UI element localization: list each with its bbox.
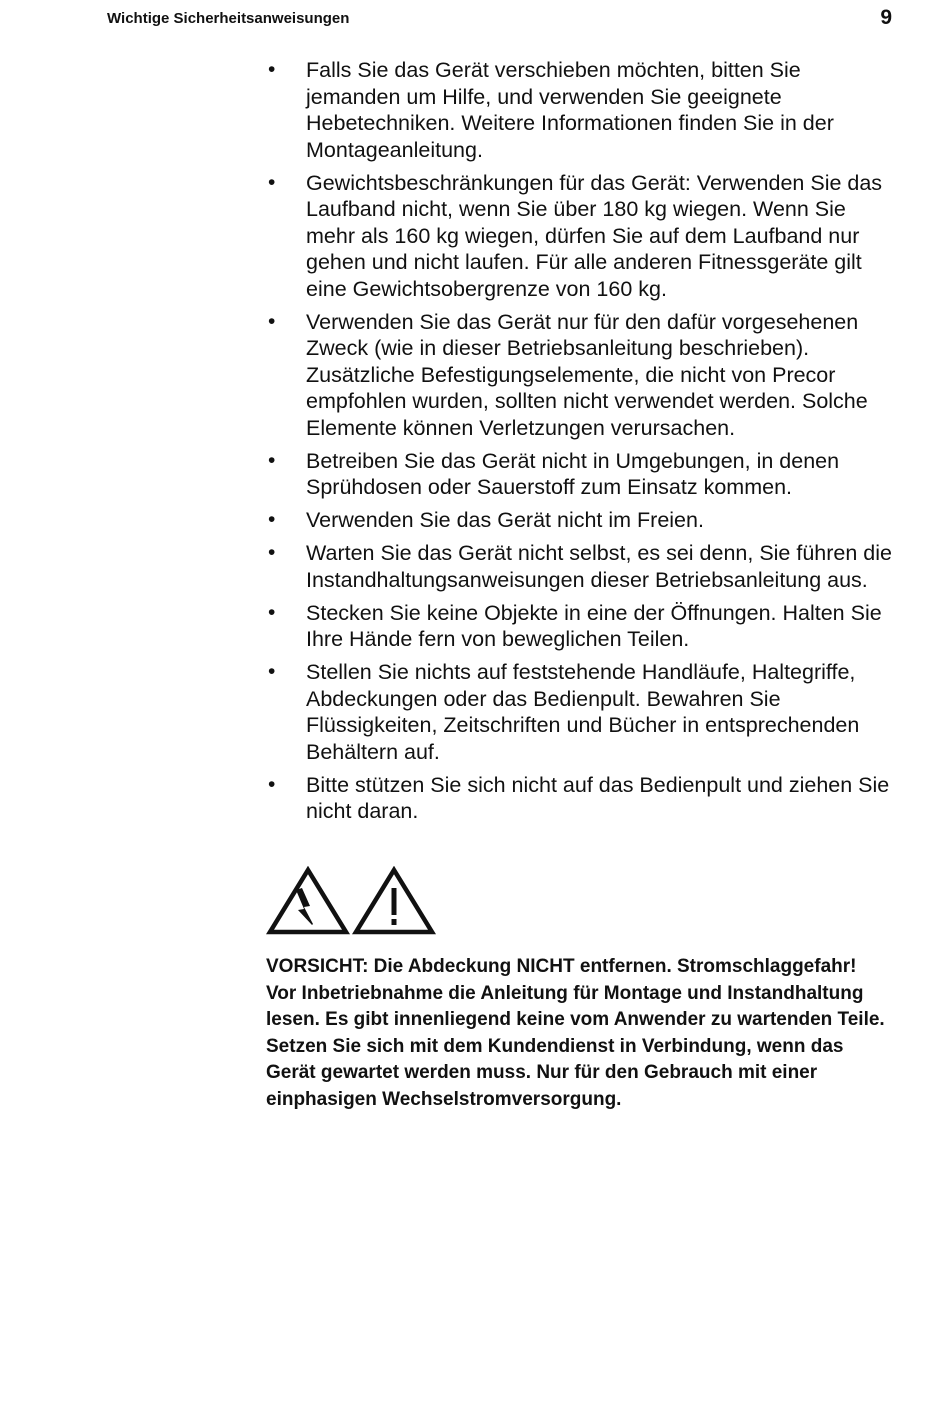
list-item-text: Gewichtsbeschränkungen für das Gerät: Verwenden Sie das Laufband nicht, wenn Sie über 180 kg wiegen. Wenn Sie mehr als 160 kg wiegen, dürfen Sie auf dem Laufband nur gehen und nicht laufen. Für alle anderen Fitnessgeräte gilt eine Gewichtsobergrenze von 160 kg. bbox=[306, 170, 883, 301]
bullet-icon: • bbox=[268, 541, 276, 564]
bullet-icon: • bbox=[268, 448, 276, 472]
list-item bbox=[266, 659, 896, 765]
list-item bbox=[266, 507, 896, 534]
list-item-text: Falls Sie das Gerät verschieben möchten, bitten Sie jemanden um Hilfe, und verwenden Sie geeignete Hebetechniken. Weitere Informationen finden Sie in der Montageanleitung. bbox=[306, 58, 834, 162]
list-item bbox=[266, 540, 896, 593]
bullet-icon: • bbox=[268, 600, 276, 624]
bullet-icon: • bbox=[268, 309, 276, 333]
bullet-icon: • bbox=[268, 772, 276, 796]
list-item bbox=[266, 309, 896, 442]
list-item-text: Stellen Sie nichts auf feststehende Handläufe, Haltegriffe, Abdeckungen oder das Bedienpult. Bewahren Sie Flüssigkeiten, Zeitschriften und Bücher in entsprechenden Behältern auf. bbox=[306, 660, 860, 764]
list-item-text: Verwenden Sie das Gerät nur für den dafür vorgesehenen Zweck (wie in dieser Betriebsanleitung beschrieben). Zusätzliche Befestigungselemente, die nicht von Precor empfohlen wurden, sollten nicht verwendet werden. Solche Elemente können Verletzungen verursachen. bbox=[306, 309, 868, 440]
caution-notice: VORSICHT: Die Abdeckung NICHT entfernen. Stromschlaggefahr! Vor Inbetriebnahme die Anleitung für Montage und Instandhaltung lesen. Es gibt innenliegend keine vom Anwender zu wartenden Teile. Setzen Sie sich mit dem Kundendienst in Verbindung, wenn das Gerät gewartet werden muss. Nur für den Gebrauch mit einer einphasigen Wechselstromversorgung. bbox=[266, 956, 885, 1110]
general-warning-icon bbox=[356, 870, 432, 932]
electric-shock-warning-icon bbox=[270, 870, 346, 932]
bullet-icon: • bbox=[268, 170, 276, 194]
list-item bbox=[266, 448, 896, 501]
bullet-icon: • bbox=[268, 58, 276, 81]
warning-icons bbox=[266, 866, 438, 936]
bullet-icon: • bbox=[268, 660, 276, 683]
section-title: Wichtige Sicherheitsanweisungen bbox=[107, 10, 350, 27]
list-item-text: Stecken Sie keine Objekte in eine der Öffnungen. Halten Sie Ihre Hände fern von beweglichen Teilen. bbox=[306, 600, 882, 651]
bullet-icon: • bbox=[268, 508, 276, 531]
list-item-text: Bitte stützen Sie sich nicht auf das Bedienpult und ziehen Sie nicht daran. bbox=[306, 772, 890, 823]
list-item-text: Betreiben Sie das Gerät nicht in Umgebungen, in denen Sprühdosen oder Sauerstoff zum Einsatz kommen. bbox=[306, 448, 840, 499]
list-item bbox=[266, 600, 896, 653]
page-number: 9 bbox=[880, 6, 892, 29]
list-item bbox=[266, 772, 896, 825]
list-item-text: Verwenden Sie das Gerät nicht im Freien. bbox=[306, 508, 704, 532]
list-item bbox=[266, 170, 896, 303]
list-item-text: Warten Sie das Gerät nicht selbst, es sei denn, Sie führen die Instandhaltungsanweisungen dieser Betriebsanleitung aus. bbox=[306, 541, 892, 592]
safety-instructions-list bbox=[266, 57, 896, 831]
page-header bbox=[107, 8, 892, 32]
list-item bbox=[266, 57, 896, 163]
